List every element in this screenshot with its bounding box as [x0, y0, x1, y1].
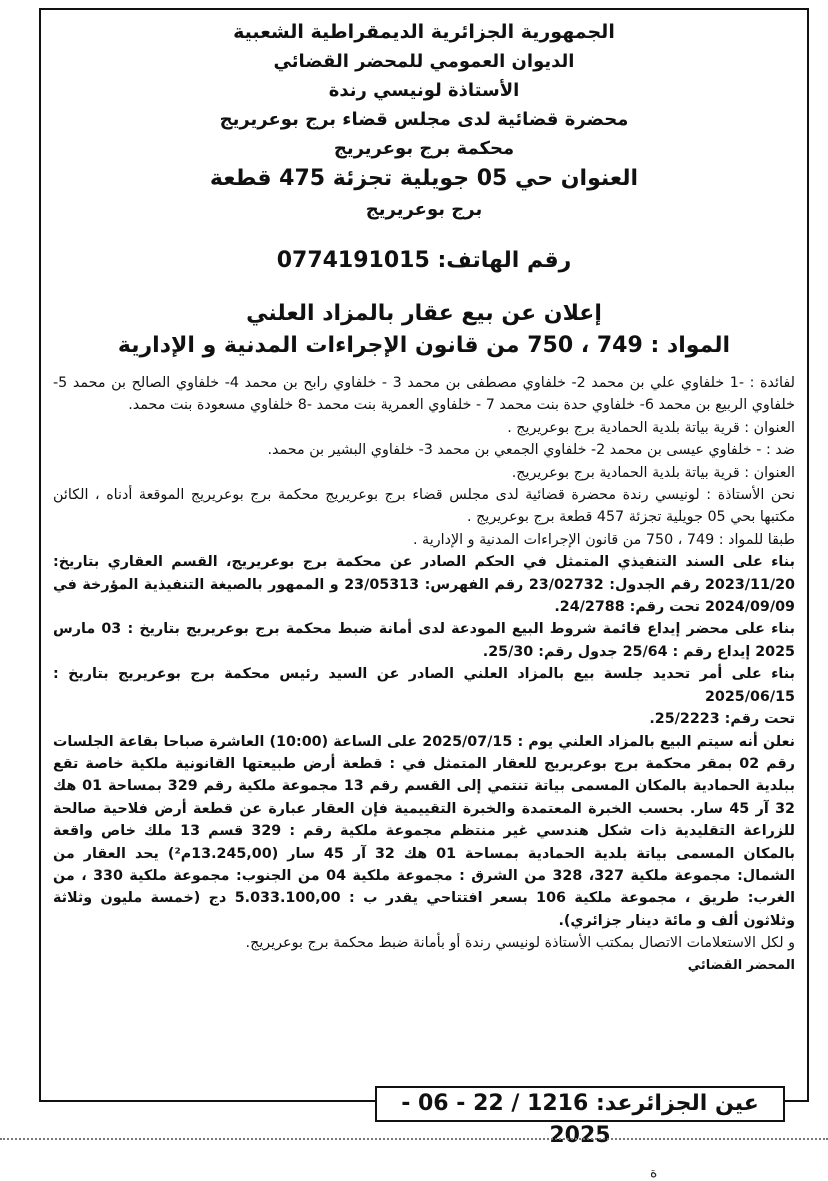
announcement-frame: [39, 8, 809, 1102]
address-city: برج بوعريريج: [365, 199, 483, 220]
executive-title: بناء على السند التنفيذي المتمثل في الحكم الصادر عن محكمة برج بوعريريج، القسم العقاري بتاريخ: 2023/11/20 رقم الجدول: 23/02732 رقم الفهرس: 23/05313 و الممهور بالصيغة التنفيذية المؤرخة في 2024/09/09 تحت رقم: 24/2788.: [53, 554, 796, 616]
bailiff-name: الأستاذة لونيسي رندة: [328, 80, 520, 101]
bailiff-statement: نحن الأستاذة : لونيسي رندة محضرة قضائية لدى مجلس قضاء برج بوعريريج محكمة برج بوعريريج الموقعة أدناه ، الكائن مكتبها بحي 05 جويلية تجزئة 457 قطعة برج بوعريريج .: [53, 487, 795, 526]
publication-reference: عين الجزائرعد: 1216 / 22 - 06 - 2025: [375, 1086, 785, 1122]
auction-order: بناء على أمر تحديد جلسة بيع بالمزاد العلني الصادر عن السيد رئيس محكمة برج بوعريريج بتاريخ : 2025/06/15: [53, 666, 795, 705]
bailiff-court: محضرة قضائية لدى مجلس قضاء برج بوعريريج: [219, 109, 629, 130]
announcement-title: إعلان عن بيع عقار بالمزاد العلني: [246, 301, 602, 326]
defendants-address: العنوان : قرية بياتة بلدية الحمادية برج بوعريريج.: [511, 464, 795, 481]
legal-articles: المواد : 749 ، 750 من قانون الإجراءات المدنية و الإدارية: [117, 333, 731, 358]
announcement-body: [53, 372, 795, 977]
auction-order-number: تحت رقم: 25/2223.: [649, 711, 795, 728]
signature: المحضر القضائي: [687, 957, 795, 973]
announcement-header: [53, 18, 795, 362]
beneficiaries: لفائدة : -1 خلفاوي علي بن محمد 2- خلفاوي مصطفى بن محمد 3 - خلفاوي رابح بن محمد 4- خلفاوي الصالح بن محمد 5- خلفاوي الربيع بن محمد 6- خلفاوي حدة بنت محمد 7 - خلفاوي العمرية بنت محمد -8 خلفاوي مسعودة بنت محمد.: [53, 375, 795, 414]
office-title: الديوان العمومي للمحضر القضائي: [273, 51, 575, 72]
beneficiaries-address: العنوان : قرية بياتة بلدية الحمادية برج بوعريريج .: [507, 419, 795, 436]
contact-info: و لكل الاستعلامات الاتصال بمكتب الأستاذة لونيسي رندة أو بأمانة ضبط محكمة برج بوعريريج.: [245, 935, 795, 952]
sale-conditions-filing: بناء على محضر إيداع قائمة شروط البيع المودعة لدى أمانة ضبط محكمة برج بوعريريج بتاريخ : 03 مارس 2025 إيداع رقم : 25/64 جدول رقم: 25/30.: [53, 621, 796, 660]
cut-line: [0, 1138, 828, 1140]
legal-basis: طبقا للمواد : 749 ، 750 من قانون الإجراءات المدنية و الإدارية .: [412, 531, 795, 548]
phone-number: رقم الهاتف: 0774191015: [276, 248, 572, 273]
defendants: ضد : - خلفاوي عيسى بن محمد 2- خلفاوي الجمعي بن محمد 3- خلفاوي البشير بن محمد.: [267, 442, 795, 459]
address-line: العنوان حي 05 جويلية تجزئة 475 قطعة: [209, 166, 639, 191]
republic-title: الجمهورية الجزائرية الديمقراطية الشعبية: [233, 21, 615, 43]
court-name: محكمة برج بوعريريج: [333, 138, 515, 159]
stray-mark: ة: [650, 1165, 658, 1181]
auction-details: نعلن أنه سيتم البيع بالمزاد العلني يوم : 2025/07/15 على الساعة (10:00) العاشرة صباحا بقاعة الجلسات رقم 02 بمقر محكمة برج بوعريريج للعقار المتمثل في : قطعة أرض طبيعتها القانونية ملكية خاصة تقع ببلدية الحمادية بالمكان المسمى بياتة تنتمي إلى القسم رقم 13 مجموعة ملكية رقم 329 بمساحة 01 هك 32 آر 45 سار. بحسب الخبرة المعتمدة والخبرة التقييمية فإن العقار عبارة عن قطعة أرض فلاحية صالحة للزراعة التقليدية ذات شكل هندسي غير منتظم مجموعة ملكية رقم : 329 قسم 13 ملك خاص واقعة بالمكان المسمى بياتة بلدية الحمادية بمساحة 01 هك 32 آر 45 سار (13.245,00م²) يحد العقار من الشمال: مجموعة ملكية 327، 328 من الشرق : مجموعة ملكية 04 من الجنوب: مجموعة ملكية 330 ، من الغرب: طريق ، مجموعة ملكية 106 بسعر افتتاحي يقدر ب : 5.033.100,00 دج (خمسة مليون وثلاثة وثلاثون ألف و مائة دينار جزائري).: [53, 733, 796, 929]
